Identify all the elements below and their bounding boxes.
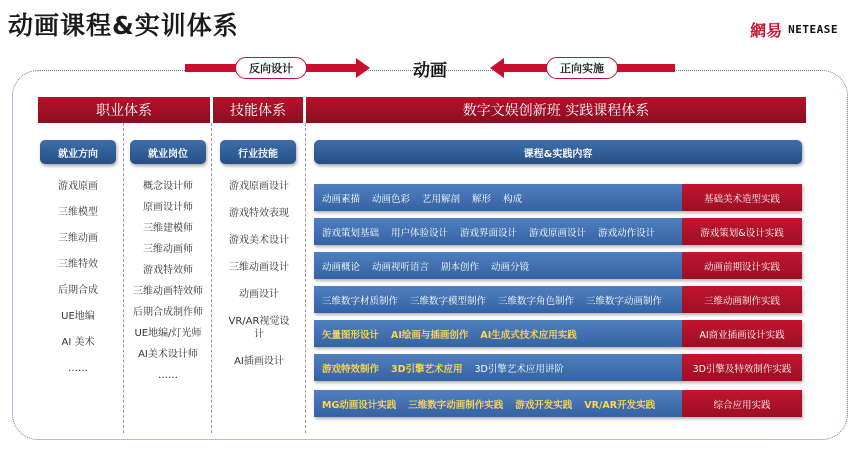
career-system-header: 职业体系 [38, 97, 210, 123]
arrow-right-icon [356, 58, 370, 78]
brand-cn: 網易 [750, 21, 783, 40]
direction-item: 三维动画 [58, 233, 98, 244]
direction-item: 三维特效 [58, 259, 98, 270]
course-item: 游戏原画设计 [529, 227, 587, 239]
skill-item: AI插画设计 [234, 356, 284, 367]
practice-label: 三维动画制作实践 [682, 286, 802, 313]
position-list [124, 180, 212, 382]
direction-item: UE地编 [61, 311, 95, 322]
position-item: UE地编/灯光师 [134, 328, 202, 339]
course-item: 三维数字模型制作 [410, 295, 487, 307]
skill-item: 游戏特效表现 [229, 208, 289, 219]
netease-logo [750, 18, 838, 41]
course-row [314, 252, 802, 279]
course-item: 三维数字动画制作实践 [408, 399, 504, 411]
course-row [314, 286, 802, 313]
practice-label: 3D引擎及特效制作实践 [682, 354, 802, 381]
course-item: 艺用解剖 [422, 193, 461, 205]
direction-list [38, 180, 118, 375]
course-items [314, 184, 682, 211]
course-row [314, 184, 802, 211]
skill-item: 游戏原画设计 [229, 181, 289, 192]
practice-label: 动画前期设计实践 [682, 252, 802, 279]
course-item: 三维数字动画制作 [586, 295, 663, 307]
course-item: 游戏策划基础 [322, 227, 380, 239]
course-item: 游戏特效制作 [322, 363, 380, 375]
course-items [314, 252, 682, 279]
course-item: 三维数字材质制作 [322, 295, 399, 307]
position-item: 概念设计师 [143, 181, 193, 192]
direction-item: AI 美术 [61, 337, 95, 348]
course-item: AI生成式技术应用实践 [480, 329, 577, 341]
practice-label: 综合应用实践 [682, 390, 802, 417]
practice-label: 游戏策划&设计实践 [682, 218, 802, 245]
course-item: 解形 [472, 193, 492, 205]
course-item: 剧本创作 [441, 261, 480, 273]
position-item: 三维动画师 [143, 244, 193, 255]
skill-item: 三维动画设计 [229, 262, 289, 273]
course-item: 用户体验设计 [391, 227, 449, 239]
reverse-design-arrow [185, 58, 370, 78]
position-item: AI美术设计师 [138, 349, 198, 360]
position-item: 原画设计师 [143, 202, 193, 213]
position-item: …… [158, 370, 178, 381]
position-item: 后期合成制作师 [133, 307, 203, 318]
skills-subheader: 行业技能 [220, 140, 296, 164]
course-item: 动画视听语言 [372, 261, 430, 273]
content-subheader: 课程&实践内容 [314, 140, 802, 164]
course-item: MG动画设计实践 [322, 399, 397, 411]
course-item: 游戏开发实践 [515, 399, 573, 411]
course-items [314, 354, 682, 381]
course-item: 动画素描 [322, 193, 361, 205]
direction-item: 游戏原画 [58, 181, 98, 192]
course-item: 3D引擎艺术应用 [391, 363, 463, 375]
forward-implement-arrow [490, 58, 675, 78]
skill-item: 动画设计 [239, 289, 279, 300]
arrow-left-icon [490, 58, 504, 78]
course-item: 动画色彩 [372, 193, 411, 205]
direction-subheader: 就业方向 [40, 140, 116, 164]
course-items [314, 286, 682, 313]
direction-item: 后期合成 [58, 285, 98, 296]
course-item: VR/AR开发实践 [584, 399, 656, 411]
brand-en: NETEASE [788, 23, 838, 36]
course-item: 游戏界面设计 [460, 227, 518, 239]
reverse-design-label: 反向设计 [235, 57, 307, 79]
forward-implement-label: 正向实施 [546, 57, 618, 79]
course-item: 三维数字角色制作 [498, 295, 575, 307]
skill-item: VR/AR视觉设计 [228, 316, 290, 340]
direction-item: …… [68, 363, 88, 374]
center-label: 动画 [413, 61, 447, 81]
column-divider [305, 123, 306, 433]
course-item: 3D引擎艺术应用讲阶 [474, 363, 564, 375]
course-items [314, 218, 682, 245]
course-row [314, 320, 802, 347]
course-row [314, 390, 802, 417]
skill-list [214, 180, 304, 368]
position-subheader: 就业岗位 [130, 140, 206, 164]
course-item: 构成 [503, 193, 523, 205]
skill-system-header: 技能体系 [213, 97, 303, 123]
course-row [314, 354, 802, 381]
practice-label: 基础美术造型实践 [682, 184, 802, 211]
course-item: 矢量图形设计 [322, 329, 380, 341]
course-item: AI绘画与插画创作 [391, 329, 469, 341]
skill-item: 游戏美术设计 [229, 235, 289, 246]
position-item: 游戏特效师 [143, 265, 193, 276]
course-system-header: 数字文娱创新班 实践课程体系 [306, 97, 806, 123]
course-items [314, 390, 682, 417]
position-item: 三维动画特效师 [133, 286, 203, 297]
course-items [314, 320, 682, 347]
course-item: 游戏动作设计 [598, 227, 656, 239]
direction-item: 三维模型 [58, 207, 98, 218]
practice-label: AI商业插画设计实践 [682, 320, 802, 347]
course-item: 动画概论 [322, 261, 361, 273]
course-row [314, 218, 802, 245]
course-item: 动画分镜 [491, 261, 530, 273]
page-title: 动画课程&实训体系 [8, 11, 239, 40]
position-item: 三维建模师 [143, 223, 193, 234]
